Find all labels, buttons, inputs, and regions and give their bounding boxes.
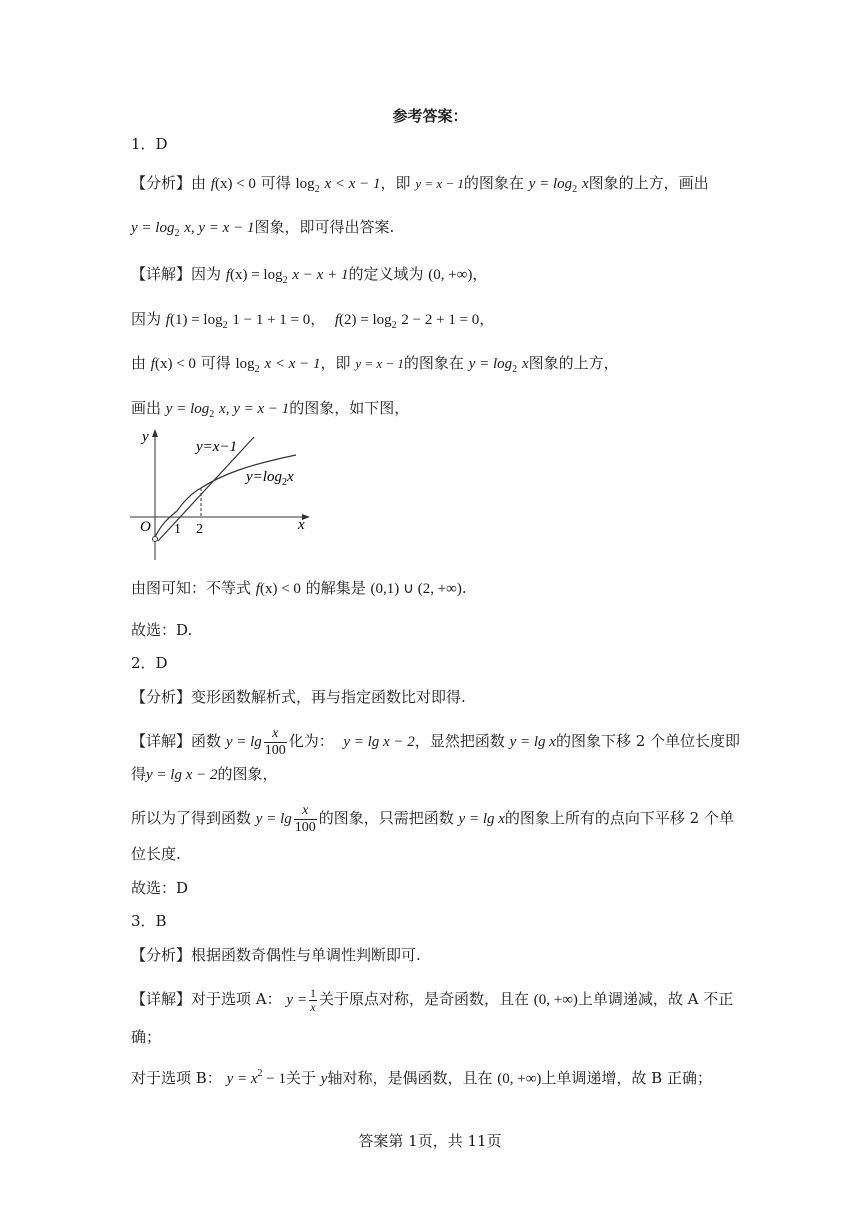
q2-detail-line2: 得y = lg x − 2的图象，: [131, 765, 278, 783]
q1-analysis-line2: $y = \log_2 x$, y = x − 1图象，即可得出答案.: [131, 218, 395, 239]
q1-detail-line1: 【详解】因为 $f(x) = \log_2 x - x + 1$的定义域为 (0, +∞)，: [131, 265, 488, 286]
q1-detail-line3: 由 f(x) < 0 可得 $\log_2 x < x - 1$，即 y = x − 1的图象在 $y = \log_2 x$图象的上方，: [131, 354, 619, 375]
tick-label-1: 1: [174, 522, 181, 537]
analysis-tag: 【分析】: [131, 946, 192, 964]
curve-label: $y=\log_2x$: [246, 469, 294, 488]
q2-detail-line4: 位长度.: [131, 845, 181, 863]
q3-detail-line1: 【详解】对于选项 A： y = $\frac{1}{x}$ 关于原点对称，是奇函数，且在 (0, +∞)上单调递减，故 A 不正: [131, 985, 734, 1014]
fraction-x-over-100: $\frac{x}{100}$: [294, 802, 316, 835]
x-axis-label: x: [298, 517, 305, 533]
y-axis-arrow: [152, 429, 158, 437]
q2-detail-line1: 【详解】函数 y = lg $\frac{x}{100}$ 化为： y = lg x − 2，显然把函数 y = lg x的图象下移 2 个单位长度即: [131, 725, 741, 758]
y-axis-label: y: [142, 429, 149, 445]
detail-tag: 【详解】: [131, 990, 192, 1008]
q2-detail-line3: 所以为了得到函数 y = lg $\frac{x}{100}$ 的图象，只需把函数 y = lg x的图象上所有的点向下平移 2 个单: [131, 802, 734, 835]
answer-2-number: 2．D: [131, 654, 168, 672]
fraction-1-over-x: $\frac{1}{x}$: [309, 985, 316, 1014]
origin-label: O: [140, 519, 151, 535]
q1-analysis-line1: 【分析】由 f(x) < 0 可得 $\log_2 x < x - 1$，即 y = x − 1的图象在 $y = \log_2 x$图象的上方，画出: [131, 174, 709, 195]
answer-3-number: 3．B: [131, 912, 167, 930]
function-graph: [128, 425, 318, 565]
q2-conclusion: 故选：D: [131, 879, 189, 897]
q1-detail-line5: 由图可知：不等式 f(x) < 0 的解集是 (0,1) ∪ (2, +∞).: [131, 579, 467, 597]
q2-analysis: 【分析】变形函数解析式，再与指定函数比对即得.: [131, 688, 466, 706]
analysis-tag: 【分析】: [131, 688, 192, 706]
line-label: y=x−1: [196, 439, 238, 455]
tick-label-2: 2: [196, 522, 203, 537]
open-point: [153, 537, 158, 542]
fraction-x-over-100: $\frac{x}{100}$: [264, 725, 286, 758]
q3-analysis: 【分析】根据函数奇偶性与单调性判断即可.: [131, 946, 421, 964]
q3-detail-line2: 确；: [131, 1028, 162, 1046]
detail-tag: 【详解】: [131, 732, 192, 750]
q3-detail-line3: 对于选项 B： $y = x^2 - 1$关于 y轴对称，是偶函数，且在 (0, +∞)上单调递增，故 B 正确；: [131, 1068, 712, 1087]
page-title: 参考答案：: [392, 107, 468, 125]
answer-1-number: 1．D: [131, 135, 168, 153]
q1-detail-line4: 画出 $y = \log_2 x$, y = x − 1的图象，如下图，: [131, 399, 410, 420]
q1-detail-line2: 因为 $f(1) = \log_2 1 - 1 + 1 = 0$， $f(2) = \log_2 2 - 2 + 1 = 0$，: [131, 310, 495, 331]
page-footer: 答案第 1页，共 11页: [358, 1132, 502, 1150]
detail-tag: 【详解】: [131, 265, 192, 283]
q1-conclusion: 故选：D.: [131, 621, 193, 639]
analysis-tag: 【分析】: [131, 174, 192, 192]
